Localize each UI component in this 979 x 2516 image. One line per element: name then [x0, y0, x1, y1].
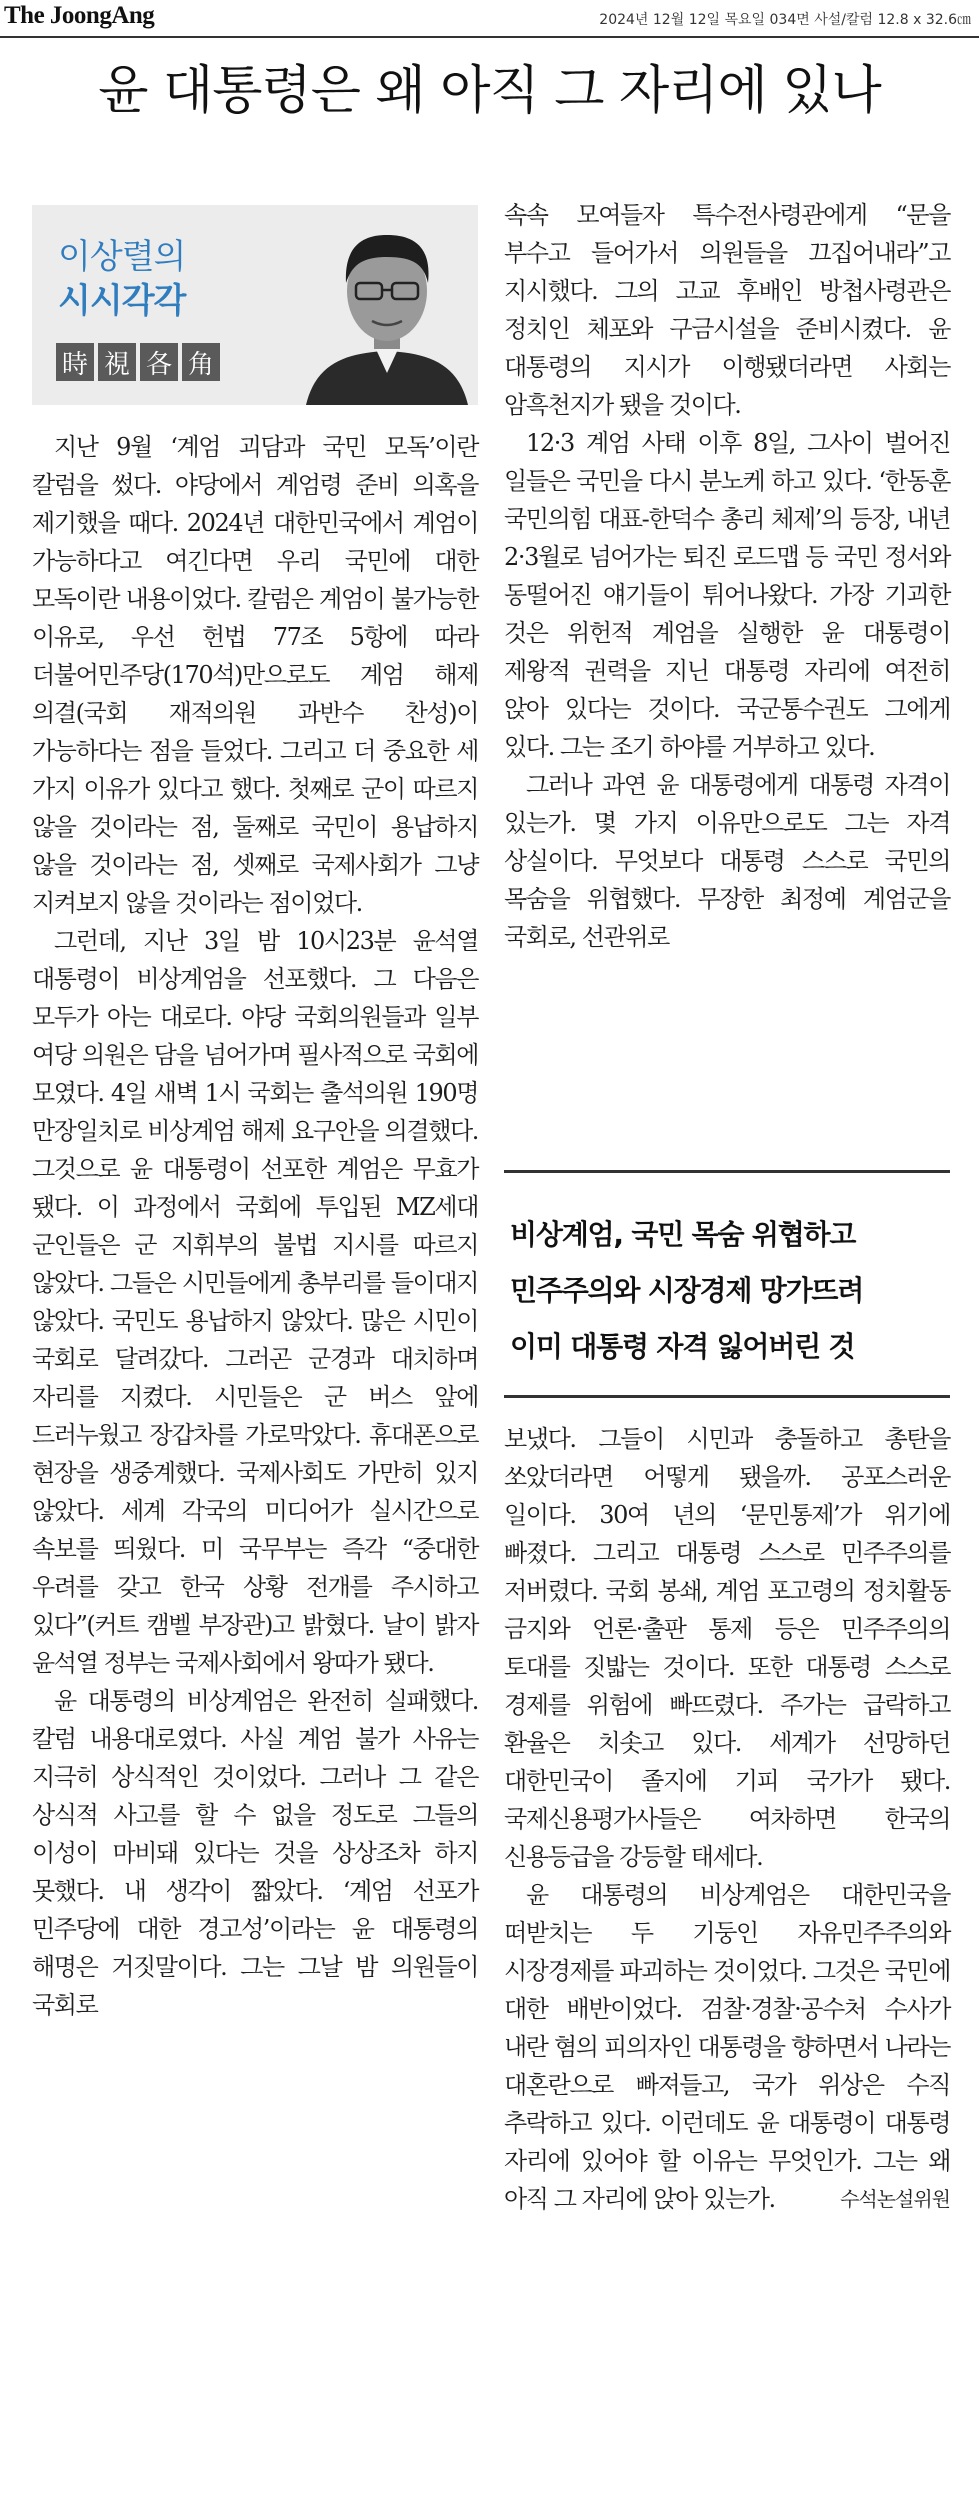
pull-quote-line: 비상계엄, 국민 목숨 위협하고: [510, 1218, 856, 1251]
closing-paragraph-text: 윤 대통령의 비상계엄은 대한민국을 떠받치는 두 기둥인 자유민주주의와 시장경제를 파괴하는 것이었다. 그것은 국민에 대한 배반이었다. 검찰·경찰·공수처 수사가 내란 혐의 피의자인 대통령을 향하면서 나라는 대혼란으로 빠져들고, 국가 위상은 수직 추락하고 있다. 이런데도 윤 대통령이 대통령 자리에 있어야 할 이유는 무엇인가. 그는 왜 아직 그 자리에 앉아 있는가.: [504, 1881, 950, 2213]
body-paragraph: 지난 9월 ‘계엄 괴담과 국민 모독’이란 칼럼을 썼다. 야당에서 계엄령 준비 의혹을 제기했을 때다. 2024년 대한민국에서 계엄이 가능하다고 여긴다면 우리 국민에 대한 모독이란 내용이었다. 칼럼은 계엄이 불가능한 이유로, 우선 헌법 77조 5항에 따라 더불어민주당(170석)만으로도 계엄 해제 의결(국회 재적의원 과반수 찬성)이 가능하다는 점을 들었다. 그리고 더 중요한 세 가지 이유가 있다고 했다. 첫째로 군이 따르지 않을 것이라는 점, 둘째로 국민이 용납하지 않을 것이라는 점, 셋째로 국제사회가 그냥 지켜보지 않을 것이라는 점이었다.: [32, 433, 478, 917]
columnist-portrait-icon: [296, 213, 478, 405]
hanja-char: 視: [98, 343, 136, 381]
body-paragraph: 그러나 과연 윤 대통령에게 대통령 자격이 있는가. 몇 가지 이유만으로도 그는 자격 상실이다. 무엇보다 대통령 스스로 국민의 목숨을 위협했다. 무장한 최정예 계엄군을 국회로, 선관위로: [504, 771, 950, 951]
body-paragraph: 속속 모여들자 특수전사령관에게 “문을 부수고 들어가서 의원들을 끄집어내라”고 지시했다. 그의 고교 후배인 방첩사령관은 정치인 체포와 구금시설을 준비시켰다. 윤 대통령의 지시가 이행됐더라면 사회는 암흑천지가 됐을 것이다.: [504, 201, 950, 419]
hanja-char: 各: [140, 343, 178, 381]
pull-quote: [504, 1170, 950, 1398]
column-byline-box: [32, 205, 478, 405]
columnist-name: 이상렬의: [58, 237, 186, 277]
body-paragraph: 보냈다. 그들이 시민과 충돌하고 총탄을 쏘았더라면 어떻게 됐을까. 공포스러운 일이다. 30여 년의 ‘문민통제’가 위기에 빠졌다. 그리고 대통령 스스로 민주주의를 저버렸다. 국회 봉쇄, 계엄 포고령의 정치활동 금지와 언론·출판 통제 등은 민주주의의 토대를 짓밟는 것이다. 또한 대통령 스스로 경제를 위험에 빠뜨렸다. 주가는 급락하고 환율은 치솟고 있다. 세계가 선망하던 대한민국이 졸지에 기피 국가가 됐다. 국제신용평가사들은 여차하면 한국의 신용등급을 강등할 태세다.: [504, 1425, 950, 1871]
hanja-char: 時: [56, 343, 94, 381]
column-hanja-row: [56, 343, 220, 381]
masthead-logo: The JoongAng: [4, 2, 155, 29]
issue-info: 2024년 12월 12일 목요일 034면 사설/칼럼 12.8 x 32.6㎝: [599, 12, 971, 28]
body-paragraph: [504, 1876, 950, 2218]
pull-quote-line: 민주주의와 시장경제 망가뜨려: [510, 1274, 864, 1307]
hanja-char: 角: [182, 343, 220, 381]
body-paragraph: 윤 대통령의 비상계엄은 완전히 실패했다. 칼럼 내용대로였다. 사실 계엄 불가 사유는 지극히 상식적인 것이었다. 그러나 그 같은 상식적 사고를 할 수 없을 정도로 그들의 이성이 마비돼 있다는 것을 상상조차 하지 못했다. 내 생각이 짧았다. ‘계엄 선포가 민주당에 대한 경고성’이라는 윤 대통령의 해명은 거짓말이다. 그는 그날 밤 의원들이 국회로: [32, 1687, 478, 2019]
body-paragraph: 그런데, 지난 3일 밤 10시23분 윤석열 대통령이 비상계엄을 선포했다. 그 다음은 모두가 아는 대로다. 야당 국회의원들과 일부 여당 의원은 담을 넘어가며 필사적으로 국회에 모였다. 4일 새벽 1시 국회는 출석의원 190명 만장일치로 비상계엄 해제 요구안을 의결했다. 그것으로 윤 대통령이 선포한 계엄은 무효가 됐다. 이 과정에서 국회에 투입된 MZ세대 군인들은 군 지휘부의 불법 지시를 따르지 않았다. 그들은 시민들에게 총부리를 들이대지 않았다. 국민도 용납하지 않았다. 많은 시민이 국회로 달려갔다. 그러곤 군경과 대치하며 자리를 지켰다. 시민들은 군 버스 앞에 드러누웠고 장갑차를 가로막았다. 휴대폰으로 현장을 생중계했다. 국제사회도 가만히 있지 않았다. 세계 각국의 미디어가 실시간으로 속보를 띄웠다. 미 국무부는 즉각 “중대한 우려를 갖고 한국 상황 전개를 주시하고 있다”(커트 캠벨 부장관)고 밝혔다. 날이 밝자 윤석열 정부는 국제사회에서 왕따가 됐다.: [32, 927, 478, 1677]
article-column-right-bottom: [504, 1420, 950, 2218]
body-paragraph: 12·3 계엄 사태 이후 8일, 그사이 벌어진 일들은 국민을 다시 분노케 하고 있다. ‘한동훈 국민의힘 대표-한덕수 총리 체제’의 등장, 내년 2·3월로 넘어가는 퇴진 로드맵 등 국민 정서와 동떨어진 얘기들이 튀어나왔다. 가장 기괴한 것은 위헌적 계엄을 실행한 윤 대통령이 제왕적 권력을 지닌 대통령 자리에 여전히 앉아 있다는 것이다. 국군통수권도 그에게 있다. 그는 조기 하야를 거부하고 있다.: [504, 429, 950, 761]
pull-quote-line: 이미 대통령 자격 잃어버린 것: [510, 1330, 855, 1363]
article-column-left: [32, 428, 478, 2024]
column-series-title: 시시각각: [58, 281, 186, 321]
author-signature: 수석논설위원: [840, 2187, 950, 2211]
article-column-right-top: [504, 196, 950, 956]
newspaper-header: [0, 0, 979, 38]
article-headline: 윤 대통령은 왜 아직 그 자리에 있나: [98, 61, 881, 121]
